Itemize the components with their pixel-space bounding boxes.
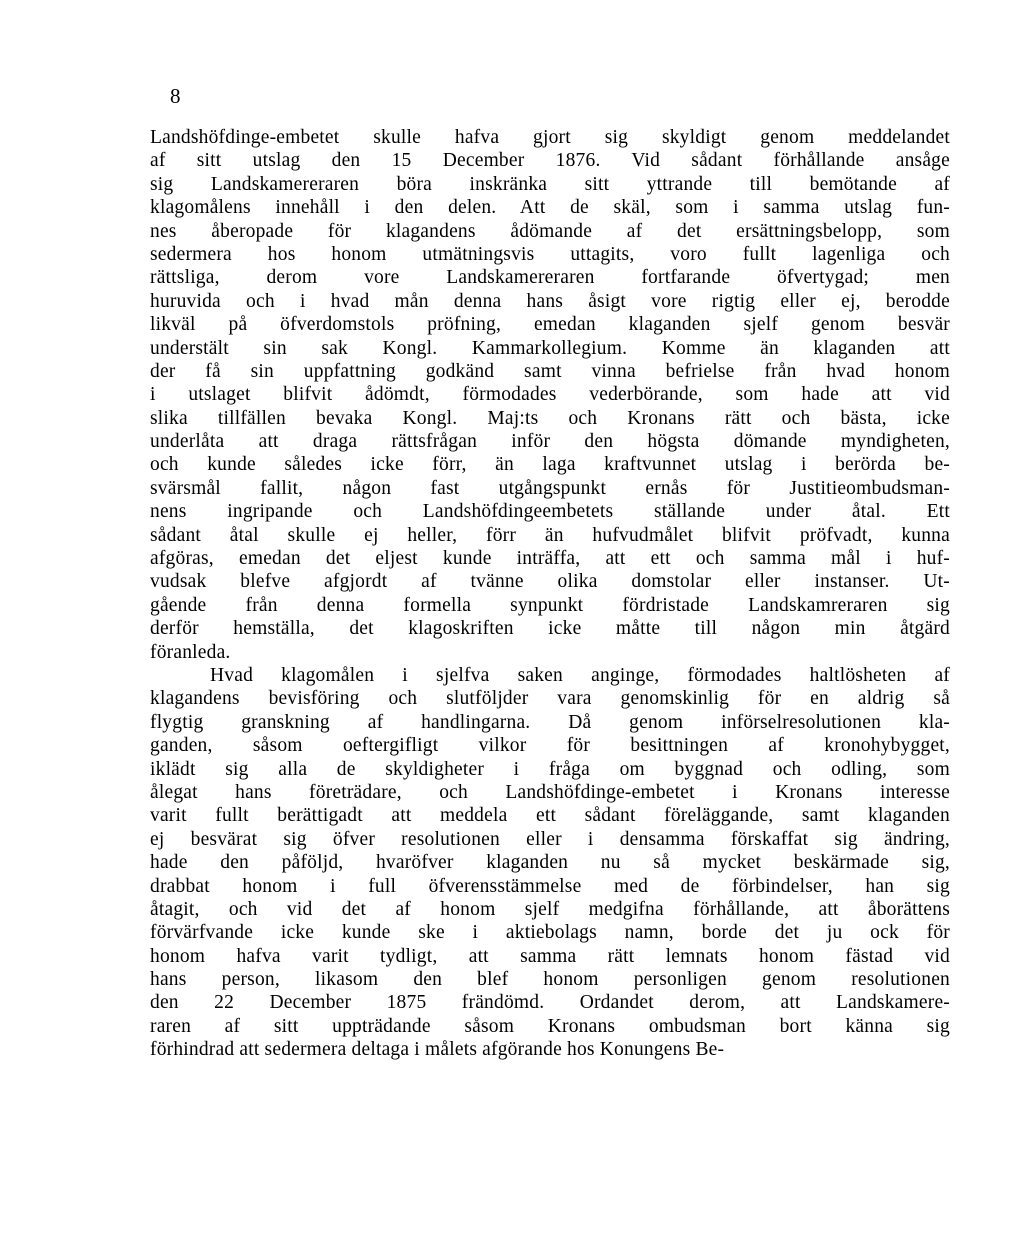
text-line: rättsliga, derom vore Landskamereraren fortfarande öfvertygad; men [150,267,950,289]
text-line: varit fullt berättigadt att meddela ett sådant föreläggande, samt klaganden [150,805,950,827]
text-line: ej besvärat sig öfver resolutionen eller i densamma förskaffat sig ändring, [150,828,950,850]
text-line: raren af sitt uppträdande såsom Kronans ombudsman bort känna sig [150,1015,950,1037]
text-line: drabbat honom i full öfverensstämmelse med de förbindelser, han sig [150,875,950,897]
text-line: klagandens bevisföring och slutföljder vara genomskinlig för en aldrig så [150,688,950,710]
body-text [150,126,950,1062]
text-line: förvärfvande icke kunde ske i aktiebolags namn, borde det ju ock för [150,922,950,944]
text-line: sig Landskamereraren böra inskränka sitt yttrande till bemötande af [150,173,950,195]
text-line: förhindrad att sedermera deltaga i målets afgörande hos Konungens Be- [150,1039,725,1061]
text-line: nens ingripande och Landshöfdingeembetets ställande under åtal. Ett [150,501,950,523]
text-line: understält sin sak Kongl. Kammarkollegium. Komme än klaganden att [150,337,950,359]
text-line: honom hafva varit tydligt, att samma rätt lemnats honom fästad vid [150,945,950,967]
text-line: gående från denna formella synpunkt fördristade Landskamreraren sig [150,594,950,616]
text-line: flygtig granskning af handlingarna. Då genom införselresolutionen kla- [150,711,950,733]
text-line: klagomålens innehåll i den delen. Att de skäl, som i samma utslag fun- [150,197,950,219]
text-line: af sitt utslag den 15 December 1876. Vid sådant förhållande ansåge [150,150,950,172]
text-line: ålegat hans företrädare, och Landshöfdinge-embetet i Kronans interesse [150,781,950,803]
text-line: vudsak blefve afgjordt af tvänne olika domstolar eller instanser. Ut- [150,571,950,593]
text-line: hade den påföljd, hvaröfver klaganden nu så mycket beskärmade sig, [150,852,950,874]
page-number: 8 [170,84,181,108]
text-line: underlåta att draga rättsfrågan inför den högsta dömande myndigheten, [150,431,950,453]
text-line: föranleda. [150,641,231,663]
text-line: likväl på öfverdomstols pröfning, emedan klaganden sjelf genom besvär [150,314,950,336]
text-line: ganden, såsom oeftergifligt vilkor för besittningen af kronohybygget, [150,735,950,757]
text-line: sedermera hos honom utmätningsvis uttagits, voro fullt lagenliga och [150,243,950,265]
text-line: slika tillfällen bevaka Kongl. Maj:ts och Kronans rätt och bästa, icke [150,407,950,429]
text-line: i utslaget blifvit ådömdt, förmodades vederbörande, som hade att vid [150,384,950,406]
text-line: åtagit, och vid det af honom sjelf medgifna förhållande, att åborättens [150,898,950,920]
text-line: svärsmål fallit, någon fast utgångspunkt ernås för Justitieombudsman- [150,477,950,499]
text-line: Hvad klagomålen i sjelfva saken anginge, förmodades haltlösheten af [210,664,950,686]
text-line: der få sin uppfattning godkänd samt vinna befrielse från hvad honom [150,360,950,382]
text-line: och kunde således icke förr, än laga kraftvunnet utslag i berörda be- [150,454,950,476]
text-line: sådant åtal skulle ej heller, förr än hufvudmålet blifvit pröfvadt, kunna [150,524,950,546]
text-line: Landshöfdinge-embetet skulle hafva gjort sig skyldigt genom meddelandet [150,127,950,148]
text-line: nes åberopade för klagandens ådömande af det ersättningsbelopp, som [150,220,950,242]
text-line: hans person, likasom den blef honom personligen genom resolutionen [150,969,950,991]
text-line: derför hemställa, det klagoskriften icke måtte till någon min åtgärd [150,618,950,640]
text-line: den 22 December 1875 frändömd. Ordandet derom, att Landskamere- [150,992,950,1014]
text-line: huruvida och i hvad mån denna hans åsigt vore rigtig eller ej, berodde [150,290,950,312]
text-line: afgöras, emedan det eljest kunde inträffa, att ett och samma mål i huf- [150,548,950,570]
text-line: iklädt sig alla de skyldigheter i fråga om byggnad och odling, som [150,758,950,780]
